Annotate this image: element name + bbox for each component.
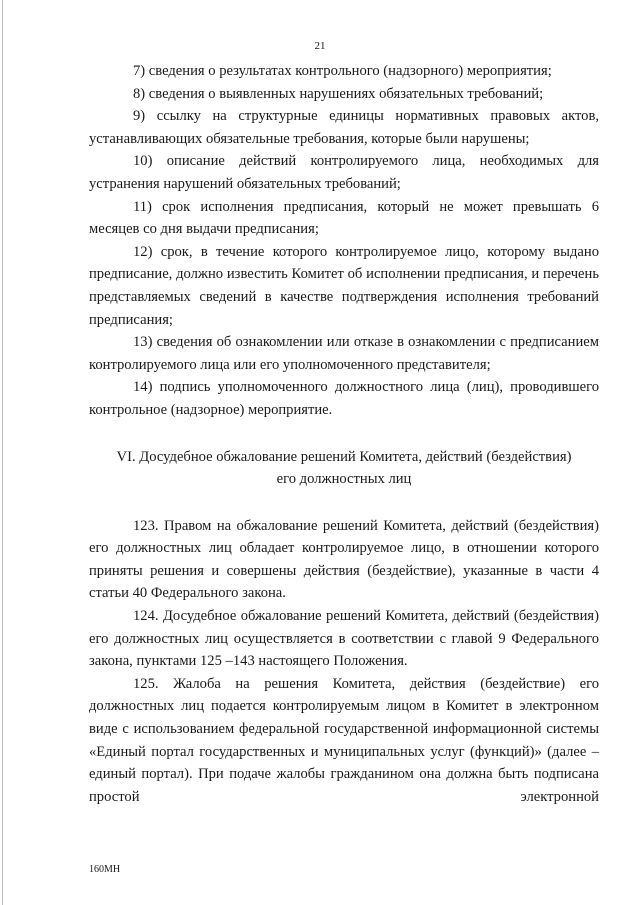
list-item: 14) подпись уполномоченного должностного лица (лиц), проводившего контрольное (надзорное) мероприятие.: [89, 379, 599, 418]
paragraph-124: 124. Досудебное обжалование решений Комитета, действий (бездействия) его должностных лиц осуществляется в соответствии с главой 9 Федерального закона, пунктами 125 –143 настоящего Положения.: [89, 608, 599, 670]
section-heading-line-1: VI. Досудебное обжалование решений Комитета, действий (бездействия): [116, 448, 572, 465]
paragraph-123: 123. Правом на обжалование решений Комитета, действий (бездействия) его должностных лиц обладает контролируемое лицо, в отношении которого приняты решения и совершены действия (бездействие), указанные в части 4 статьи 40 Федерального закона.: [89, 517, 599, 602]
list-item: 7) сведения о результатах контрольного (надзорного) мероприятия;: [133, 63, 552, 79]
list-item: 12) срок, в течение которого контролируемое лицо, которому выдано предписание, должно известить Комитет об исполнении предписания, и перечень представляемых сведений в качестве подтверждения исполнения требований предписания;: [89, 243, 599, 328]
paragraph-125: 125. Жалоба на решения Комитета, действия (бездействие) его должностных лиц подается контролируемым лицом в Комитет в электронном виде с использованием федеральной государственной информационной системы «Единый портал государственных и муниципальных услуг (функций)» (далее – единый портал). При подаче жалобы гражданином она должна быть подписана простой электронной: [89, 675, 599, 805]
list-item: 10) описание действий контролируемого лица, необходимых для устранения нарушений обязательных требований;: [89, 153, 599, 192]
document-body: [89, 60, 599, 808]
section-heading: [89, 446, 599, 491]
list-item: 13) сведения об ознакомлении или отказе в ознакомлении с предписанием контролируемого лица или его уполномоченного представителя;: [89, 334, 599, 373]
footer-code: 160МН: [89, 864, 121, 875]
page-number: 21: [314, 40, 326, 52]
section-heading-line-2: его должностных лиц: [276, 471, 412, 488]
page-edge: [2, 0, 3, 905]
list-item: 11) срок исполнения предписания, который не может превышать 6 месяцев со дня выдачи предписания;: [89, 198, 599, 238]
list-item: 9) ссылку на структурные единицы нормативных правовых актов, устанавливающих обязательные требования, которые были нарушены;: [89, 108, 599, 147]
list-item: 8) сведения о выявленных нарушениях обязательных требований;: [133, 85, 544, 102]
